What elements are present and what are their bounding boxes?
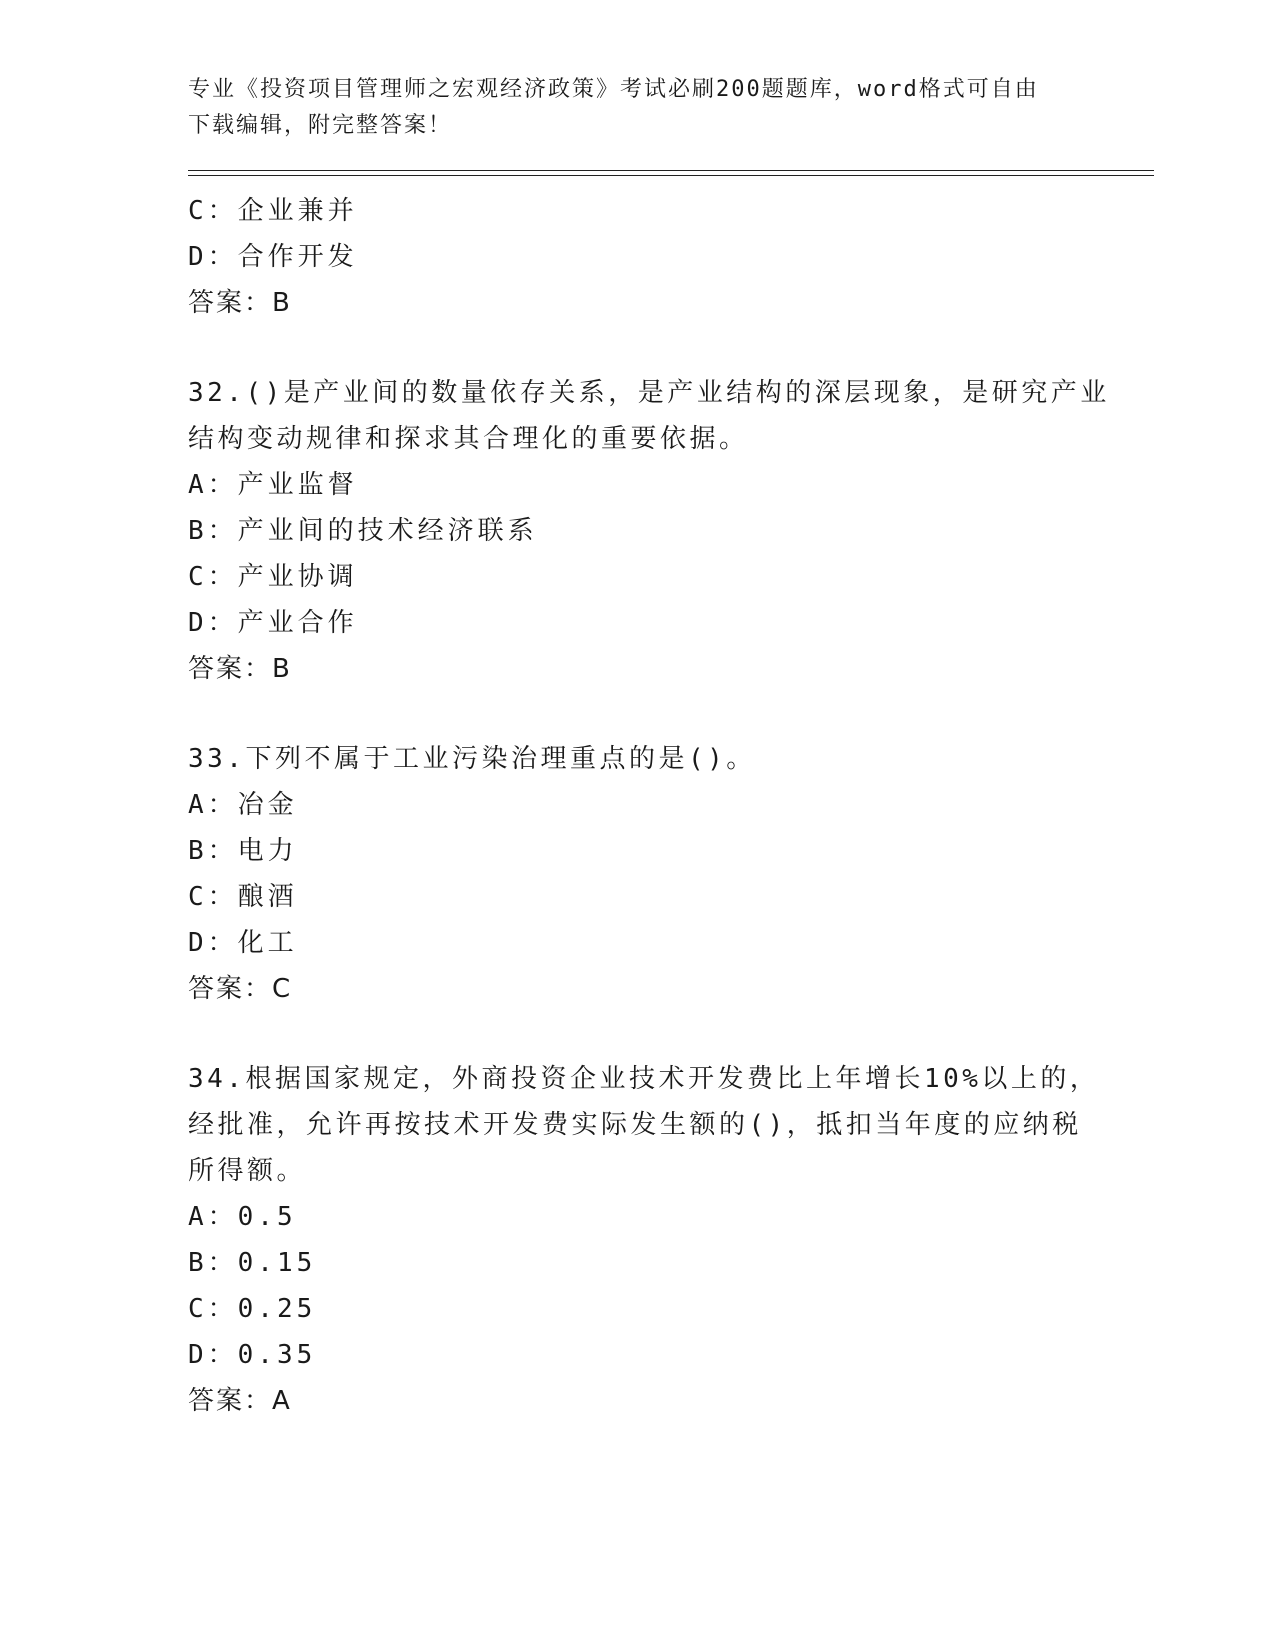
header-line-2: 下载编辑，附完整答案！ <box>188 113 453 138</box>
question-34 <box>188 1056 1100 1424</box>
question-32 <box>188 370 1110 692</box>
option-c: C：0.25 <box>188 1294 317 1324</box>
option-d: D：合作开发 <box>188 242 358 272</box>
document-header <box>188 72 1088 144</box>
header-divider-bottom <box>188 175 1154 176</box>
option-c: C：酿酒 <box>188 882 298 912</box>
question-text-line: 33.下列不属于工业污染治理重点的是()。 <box>188 744 756 774</box>
option-d: D：化工 <box>188 928 298 958</box>
option-c: C：企业兼并 <box>188 196 358 226</box>
option-d: D：0.35 <box>188 1340 317 1370</box>
question-33 <box>188 736 1088 1012</box>
answer-line: 答案：B <box>188 654 292 684</box>
question-text-line: 32.()是产业间的数量依存关系，是产业结构的深层现象，是研究产业 <box>188 378 1110 408</box>
option-b: B：电力 <box>188 836 298 866</box>
answer-line: 答案：B <box>188 288 292 318</box>
question-31-continued <box>188 188 1088 326</box>
question-text-line: 经批准，允许再按技术开发费实际发生额的()，抵扣当年度的应纳税 <box>188 1110 1082 1140</box>
question-text <box>188 1056 1100 1194</box>
option-d: D：产业合作 <box>188 608 358 638</box>
option-b: B：产业间的技术经济联系 <box>188 516 538 546</box>
option-a: A：冶金 <box>188 790 298 820</box>
option-b: B：0.15 <box>188 1248 317 1278</box>
answer-line: 答案：A <box>188 1386 292 1416</box>
question-text <box>188 736 1088 782</box>
option-a: A：0.5 <box>188 1202 297 1232</box>
question-text <box>188 370 1110 462</box>
option-c: C：产业协调 <box>188 562 358 592</box>
header-divider-top <box>188 170 1154 171</box>
question-list <box>188 188 1110 1468</box>
question-text-line: 结构变动规律和探求其合理化的重要依据。 <box>188 424 749 454</box>
answer-line: 答案：C <box>188 974 293 1004</box>
question-text-line: 所得额。 <box>188 1156 307 1186</box>
option-a: A：产业监督 <box>188 470 358 500</box>
question-text-line: 34.根据国家规定，外商投资企业技术开发费比上年增长10%以上的， <box>188 1064 1100 1094</box>
header-line-1: 专业《投资项目管理师之宏观经济政策》考试必刷200题题库，word格式可自由 <box>188 77 1039 102</box>
